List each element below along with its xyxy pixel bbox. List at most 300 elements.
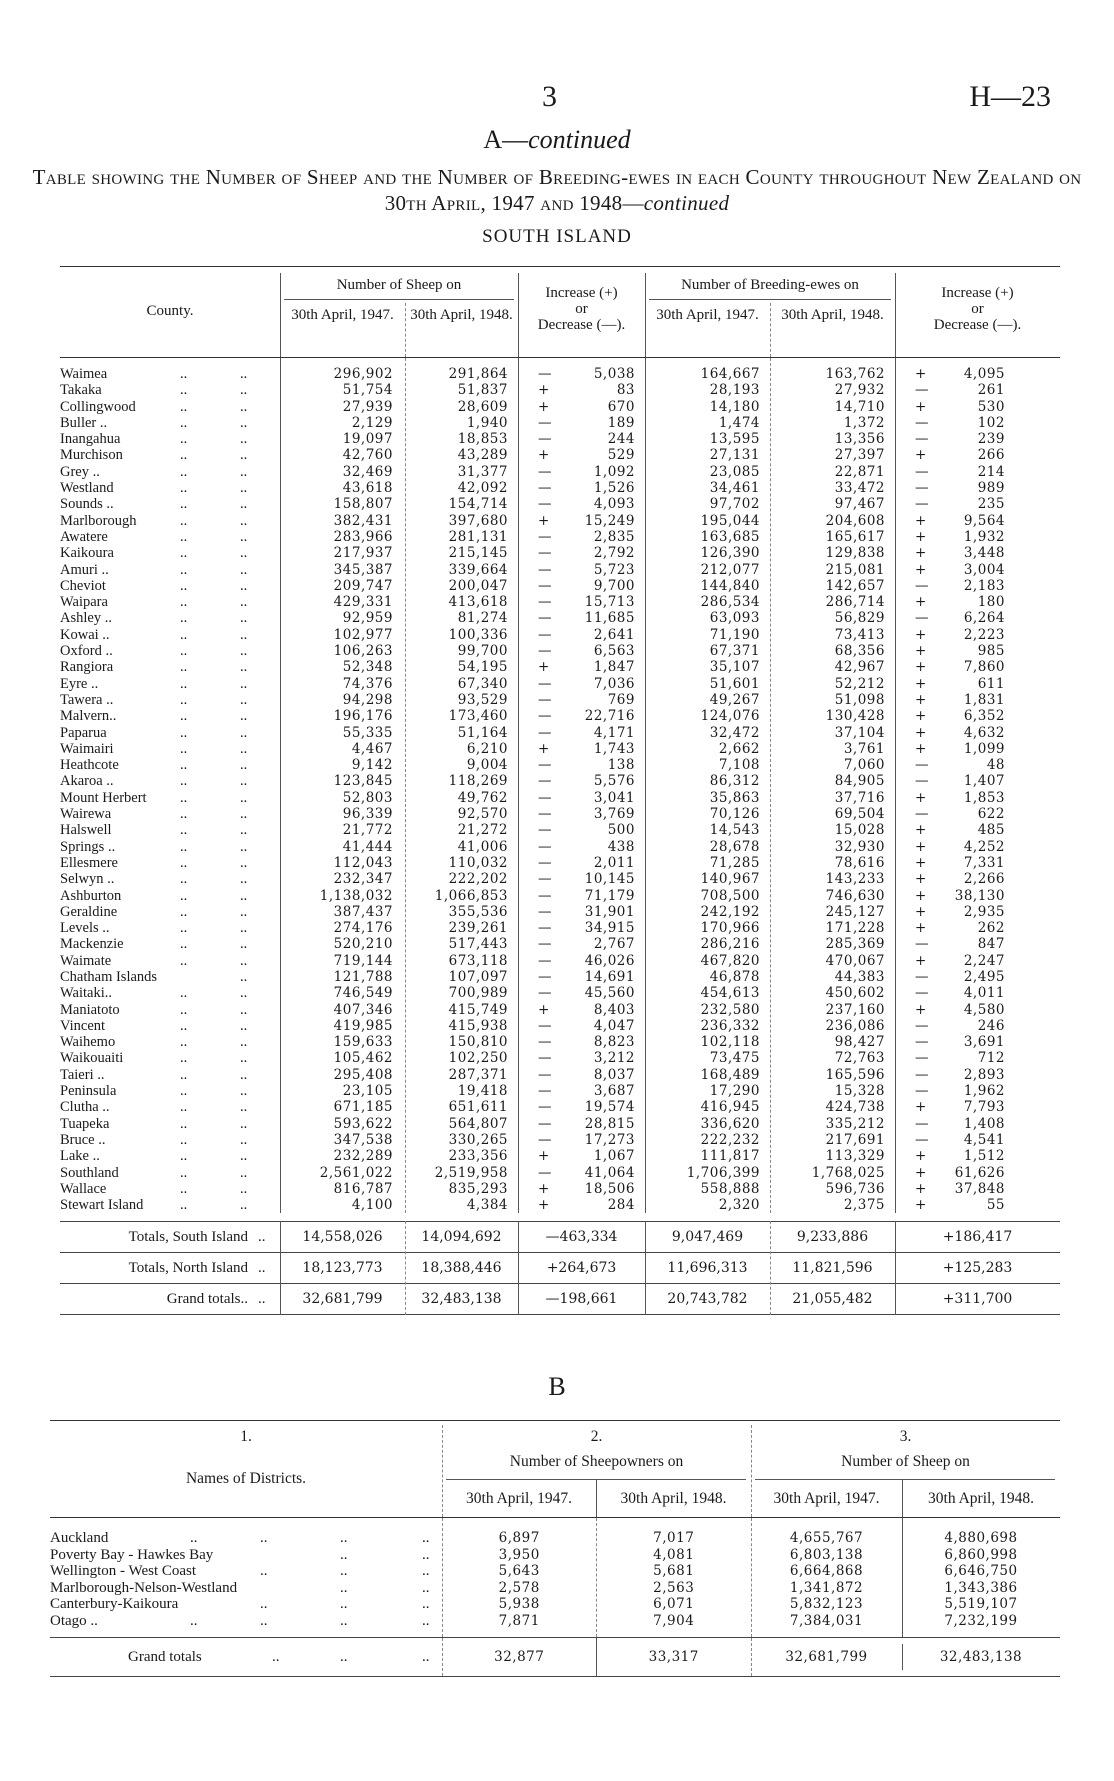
- county-name: Peninsula: [60, 1083, 117, 1100]
- leader-dots: ..: [180, 545, 188, 562]
- sheep-change: [518, 627, 645, 643]
- leader-dots: ..: [240, 903, 248, 920]
- sheep-1947: 96,339: [342, 806, 393, 823]
- ewes-change-value: 1,099: [963, 740, 1005, 757]
- sheep-change-sign: +: [538, 512, 550, 529]
- ewes-1948: 335,212: [825, 1115, 885, 1132]
- ewes-1948: 52,212: [834, 675, 885, 692]
- county-name: Grey ..: [60, 463, 100, 480]
- table-row: [60, 480, 1060, 496]
- sheep-1948: 291,864: [448, 366, 508, 382]
- sheep-change: [518, 1181, 645, 1197]
- ewes-change-sign: +: [915, 871, 927, 888]
- ewes-change: [895, 1067, 1060, 1083]
- county-name: Waipara: [60, 594, 108, 611]
- leader-dots: ..: [180, 626, 188, 643]
- ewes-change: [895, 1165, 1060, 1181]
- sheep-1948: 287,371: [448, 1066, 508, 1083]
- sheep-change: [518, 676, 645, 692]
- leader-dots: ..: [258, 1260, 266, 1277]
- county-cell: [60, 1067, 280, 1083]
- county-cell: [60, 692, 280, 708]
- sheep-1948: 215,145: [448, 545, 508, 562]
- sheep-change-sign: —: [538, 675, 552, 692]
- ewes-change-value: 61,626: [954, 1164, 1005, 1181]
- leader-dots: ..: [180, 512, 188, 529]
- ewes-change-sign: —: [915, 480, 929, 497]
- leader-dots: ..: [180, 659, 188, 676]
- sheep-change-sign: +: [538, 1197, 550, 1214]
- sheep-change: [518, 431, 645, 447]
- county-cell: [60, 610, 280, 626]
- district-name: Poverty Bay - Hawkes Bay: [50, 1546, 214, 1563]
- section-title-a: [0, 125, 1114, 155]
- ewes-change-sign: +: [915, 1164, 927, 1181]
- sheep-1948: 339,664: [448, 561, 508, 578]
- ewes-change: [895, 790, 1060, 806]
- ewes-change-sign: +: [915, 724, 927, 741]
- sheep-1948: 281,131: [448, 528, 508, 545]
- sheep-1947: 1,138,032: [319, 887, 393, 904]
- leader-dots: ..: [422, 1649, 430, 1665]
- sheep-change-sign: —: [538, 1083, 552, 1100]
- ewes-change: [895, 1083, 1060, 1099]
- county-cell: [60, 920, 280, 936]
- table-a-header: [60, 267, 1060, 358]
- table-row: [60, 1165, 1060, 1181]
- ewes-change: [895, 1099, 1060, 1115]
- ewes-change-sign: +: [915, 659, 927, 676]
- table-row: [60, 985, 1060, 1001]
- ewes-1948: 27,932: [834, 382, 885, 399]
- ewes-change-sign: +: [915, 675, 927, 692]
- ewes-change-sign: —: [915, 1083, 929, 1100]
- county-name: Mount Herbert: [60, 789, 147, 806]
- leader-dots: ..: [180, 757, 188, 774]
- county-cell: [60, 1083, 280, 1099]
- ewes-1948: 215,081: [825, 561, 885, 578]
- county-name: Cheviot: [60, 577, 106, 594]
- districts-table: [50, 1420, 1060, 1677]
- header-county: County.: [146, 303, 194, 319]
- leader-dots: ..: [180, 691, 188, 708]
- ewes-1948: 7,060: [843, 757, 885, 774]
- district-name: Otago ..: [50, 1612, 98, 1629]
- ewes-change-value: 37,848: [954, 1180, 1005, 1197]
- ewes-change-value: 9,564: [963, 512, 1005, 529]
- ewes-change-value: 3,448: [963, 545, 1005, 562]
- ewes-change: [895, 757, 1060, 773]
- sheep-change-sign: +: [538, 1148, 550, 1165]
- ewes-change-value: 2,223: [963, 626, 1005, 643]
- totals-label: Grand totals..: [166, 1291, 248, 1308]
- owners-1947: 5,643: [498, 1563, 540, 1579]
- sheep-change-sign: —: [538, 936, 552, 953]
- county-name: Kaikoura: [60, 545, 114, 562]
- ewes-change-value: 989: [977, 480, 1005, 497]
- ewes-1947: 35,863: [709, 789, 760, 806]
- ewes-change-value: 7,331: [963, 854, 1005, 871]
- table-row: [60, 725, 1060, 741]
- sheep-change-value: 15,249: [584, 512, 635, 529]
- sheep-1947: 232,289: [333, 1148, 393, 1165]
- header-sheep-1947: 30th April, 1947.: [291, 307, 394, 323]
- sheep-1947: 52,348: [342, 659, 393, 676]
- leader-dots: ..: [240, 838, 248, 855]
- ewes-1947: 454,613: [700, 985, 760, 1002]
- leader-dots: ..: [180, 528, 188, 545]
- ewes-1948: 1,372: [843, 414, 885, 431]
- county-cell: [60, 447, 280, 463]
- table-row: [60, 1002, 1060, 1018]
- ewes-change: [895, 643, 1060, 659]
- ewes-1948: 142,657: [825, 577, 885, 594]
- header-col2-number: 2.: [590, 1428, 603, 1445]
- ewes-change-sign: —: [915, 1066, 929, 1083]
- leader-dots: ..: [240, 1050, 248, 1067]
- ewes-1948: 27,397: [834, 447, 885, 464]
- table-row: [60, 1083, 1060, 1099]
- ewes-1947: 2,320: [718, 1197, 760, 1214]
- district-cell: [50, 1613, 442, 1630]
- sheep-change: [518, 757, 645, 773]
- sheep-change: [518, 1165, 645, 1181]
- ewes-change: [895, 1050, 1060, 1066]
- county-name: Awatere: [60, 528, 108, 545]
- sheep-1948: 5,519,107: [944, 1596, 1018, 1612]
- leader-dots: ..: [180, 594, 188, 611]
- ewes-change-sign: +: [915, 887, 927, 904]
- ewes-1947: 73,475: [709, 1050, 760, 1067]
- ewes-1947: 286,534: [700, 594, 760, 611]
- total-sheep-1948: 32,483,138: [939, 1649, 1023, 1665]
- sheep-1947: 23,105: [342, 1083, 393, 1100]
- sheep-1948: 2,519,958: [434, 1164, 508, 1181]
- ewes-change-sign: +: [915, 708, 927, 725]
- ewes-change: [895, 888, 1060, 904]
- sheep-1948: 173,460: [448, 708, 508, 725]
- sheep-change: [518, 594, 645, 610]
- total-ewes-1948: 21,055,482: [792, 1291, 873, 1308]
- header-sheep-1948: 30th April, 1948.: [410, 307, 513, 323]
- ewes-change: [895, 545, 1060, 561]
- sheep-change: [518, 1083, 645, 1099]
- ewes-change: [895, 431, 1060, 447]
- sheep-1948: 18,853: [457, 431, 508, 448]
- table-row: [60, 496, 1060, 512]
- county-cell: [60, 985, 280, 1001]
- ewes-1947: 28,678: [709, 838, 760, 855]
- leader-dots: ..: [240, 708, 248, 725]
- leader-dots: ..: [180, 1034, 188, 1051]
- total-ewes-1947: 9,047,469: [671, 1229, 744, 1246]
- ewes-change: [895, 1132, 1060, 1148]
- sheep-1947: 123,845: [333, 773, 393, 790]
- ewes-change-value: 7,860: [963, 659, 1005, 676]
- sheep-1947: 92,959: [342, 610, 393, 627]
- ewes-change-value: 4,095: [963, 366, 1005, 382]
- leader-dots: ..: [240, 414, 248, 431]
- sheep-change-value: 438: [607, 838, 635, 855]
- total-ewes-change: +186,417: [942, 1229, 1013, 1246]
- sheep-1948: 4,384: [466, 1197, 508, 1214]
- county-cell: [60, 382, 280, 398]
- sheep-1947: 6,803,138: [789, 1546, 864, 1563]
- leader-dots: ..: [240, 610, 248, 627]
- total-sheep-change: —463,334: [545, 1229, 618, 1246]
- ewes-1947: 63,093: [709, 610, 760, 627]
- total-owners-1947: 32,877: [494, 1649, 545, 1665]
- ewes-change: [895, 676, 1060, 692]
- sheep-change-value: 769: [607, 691, 635, 708]
- sheep-change-sign: —: [538, 1066, 552, 1083]
- ewes-1947: 23,085: [709, 463, 760, 480]
- ewes-1947: 32,472: [709, 724, 760, 741]
- county-cell: [60, 773, 280, 789]
- total-ewes-1948: 11,821,596: [792, 1260, 873, 1277]
- county-cell: [60, 1050, 280, 1066]
- sheep-change-value: 2,011: [593, 854, 635, 871]
- table-row: [60, 610, 1060, 626]
- sheep-1948: 415,938: [448, 1017, 508, 1034]
- county-name: Waimairi: [60, 740, 114, 757]
- ewes-1948: 113,329: [825, 1148, 885, 1165]
- ewes-1948: 163,762: [825, 366, 885, 382]
- sheep-1947: 9,142: [351, 757, 393, 774]
- ewes-change-sign: —: [915, 496, 929, 513]
- total-ewes-1947: 20,743,782: [667, 1291, 748, 1308]
- sheep-1947: 2,561,022: [319, 1164, 393, 1181]
- owners-1948: 5,681: [653, 1563, 695, 1579]
- sheep-1948: 31,377: [457, 463, 508, 480]
- leader-dots: ..: [180, 382, 188, 399]
- county-name: Halswell: [60, 822, 112, 839]
- table-row: [60, 888, 1060, 904]
- leader-dots: ..: [240, 1180, 248, 1197]
- sheep-change: [518, 659, 645, 675]
- sheep-change-value: 2,835: [593, 528, 635, 545]
- leader-dots: ..: [240, 822, 248, 839]
- sheep-change-value: 2,767: [593, 936, 635, 953]
- ewes-change-sign: +: [915, 643, 927, 660]
- table-row: [60, 806, 1060, 822]
- header-owners-group: Number of Sheepowners on: [509, 1453, 684, 1470]
- leader-dots: ..: [180, 1148, 188, 1165]
- sheep-1948: 51,837: [457, 382, 508, 399]
- sheep-1948: 222,202: [448, 871, 508, 888]
- county-cell: [60, 806, 280, 822]
- sheep-change: [518, 871, 645, 887]
- ewes-change-sign: —: [915, 1115, 929, 1132]
- ewes-change-value: 485: [977, 822, 1005, 839]
- ewes-change-sign: —: [915, 985, 929, 1002]
- sheep-change-value: 3,687: [593, 1083, 635, 1100]
- sheep-1948: 7,232,199: [944, 1612, 1018, 1629]
- ewes-1947: 170,966: [700, 920, 760, 937]
- sheep-change-sign: —: [538, 626, 552, 643]
- sheep-change-value: 2,792: [593, 545, 635, 562]
- ewes-change: [895, 529, 1060, 545]
- header-owners-1947: 30th April, 1947.: [466, 1490, 572, 1507]
- ewes-change-value: 2,247: [963, 952, 1005, 969]
- leader-dots: ..: [260, 1596, 268, 1612]
- ewes-change-value: 4,541: [963, 1131, 1005, 1148]
- sheep-1947: 112,043: [333, 854, 393, 871]
- ewes-1947: 67,371: [709, 643, 760, 660]
- leader-dots: ..: [180, 610, 188, 627]
- table-row: [50, 1613, 1060, 1630]
- table-row: [60, 594, 1060, 610]
- sheep-change-sign: —: [538, 724, 552, 741]
- sheep-1947: 4,655,767: [789, 1530, 864, 1546]
- sheep-change-sign: +: [538, 659, 550, 676]
- sheep-1947: 2,129: [351, 414, 393, 431]
- ewes-change-value: 847: [977, 936, 1005, 953]
- sheep-1947: 232,347: [333, 871, 393, 888]
- leader-dots: ..: [240, 1148, 248, 1165]
- sheep-change-sign: —: [538, 920, 552, 937]
- ewes-1948: 44,383: [834, 968, 885, 985]
- ewes-change-value: 622: [977, 806, 1005, 823]
- ewes-change: [895, 578, 1060, 594]
- county-cell: [60, 1132, 280, 1148]
- leader-dots: ..: [180, 806, 188, 823]
- table-a-totals: [60, 1221, 1060, 1315]
- ewes-1947: 70,126: [709, 806, 760, 823]
- ewes-change-value: 530: [977, 398, 1005, 415]
- table-row: [50, 1547, 1060, 1564]
- sheep-change-value: 5,576: [593, 773, 635, 790]
- total-sheep-1948: 18,388,446: [421, 1260, 502, 1277]
- table-row: [60, 447, 1060, 463]
- sheep-1947: 296,902: [333, 366, 393, 382]
- ewes-change-sign: +: [915, 561, 927, 578]
- ewes-change-sign: —: [915, 1131, 929, 1148]
- leader-dots: ..: [240, 740, 248, 757]
- ewes-1948: 68,356: [834, 643, 885, 660]
- district-cell: [50, 1596, 442, 1613]
- sheep-change-sign: —: [538, 1099, 552, 1116]
- leader-dots: ..: [180, 952, 188, 969]
- sheep-1948: 200,047: [448, 577, 508, 594]
- sheep-1948: 415,749: [448, 1001, 508, 1018]
- sheep-1947: 1,341,872: [789, 1579, 864, 1596]
- sheep-1948: 413,618: [448, 594, 508, 611]
- leader-dots: ..: [240, 577, 248, 594]
- sheep-change-value: 529: [607, 447, 635, 464]
- ewes-change: [895, 692, 1060, 708]
- sheep-change-sign: —: [538, 463, 552, 480]
- totals-label: Totals, South Island: [128, 1229, 248, 1246]
- sheep-change-value: 1,743: [593, 740, 635, 757]
- sheep-1947: 520,210: [333, 936, 393, 953]
- sheep-change: [518, 855, 645, 871]
- county-name: Clutha ..: [60, 1099, 110, 1116]
- table-row: [60, 1050, 1060, 1066]
- ewes-1947: 212,077: [700, 561, 760, 578]
- table-title-continued: continued: [643, 191, 730, 215]
- table-row: [60, 1116, 1060, 1132]
- sheep-change-sign: —: [538, 1164, 552, 1181]
- county-cell: [60, 578, 280, 594]
- ewes-1948: 204,608: [825, 512, 885, 529]
- table-row: [60, 1132, 1060, 1148]
- leader-dots: ..: [258, 1291, 266, 1308]
- county-name: Selwyn ..: [60, 871, 115, 888]
- ewes-change-sign: +: [915, 1099, 927, 1116]
- sheep-change-value: 14,691: [584, 968, 635, 985]
- county-name: Ashley ..: [60, 610, 112, 627]
- table-row: [60, 545, 1060, 561]
- header-sheep-b-1947: 30th April, 1947.: [773, 1490, 880, 1507]
- table-row: [60, 464, 1060, 480]
- ewes-change-sign: +: [915, 528, 927, 545]
- ewes-change: [895, 610, 1060, 626]
- table-row: [60, 1181, 1060, 1197]
- ewes-1947: 336,620: [700, 1115, 760, 1132]
- sheep-change-sign: —: [538, 887, 552, 904]
- leader-dots: ..: [180, 480, 188, 497]
- sheep-change-value: 71,179: [584, 887, 635, 904]
- sheep-change-value: 1,526: [593, 480, 635, 497]
- leader-dots: ..: [180, 414, 188, 431]
- sheep-change-value: 4,171: [593, 724, 635, 741]
- header-change-line1: Increase (+): [545, 285, 618, 301]
- county-name: Vincent: [60, 1017, 106, 1034]
- county-name: Waihemo: [60, 1034, 116, 1051]
- table-row: [60, 741, 1060, 757]
- sheep-1948: 67,340: [457, 675, 508, 692]
- leader-dots: ..: [180, 822, 188, 839]
- total-sheep-change: +264,673: [546, 1260, 617, 1277]
- table-row: [60, 953, 1060, 969]
- ewes-1948: 37,104: [834, 724, 885, 741]
- sheep-change-sign: —: [538, 789, 552, 806]
- county-cell: [60, 496, 280, 512]
- ewes-1947: 708,500: [700, 887, 760, 904]
- sheep-1947: 671,185: [333, 1099, 393, 1116]
- ewes-1948: 56,829: [834, 610, 885, 627]
- leader-dots: ..: [180, 463, 188, 480]
- ewes-change: [895, 822, 1060, 838]
- ewes-1948: 236,086: [825, 1017, 885, 1034]
- sheep-change-value: 17,273: [584, 1131, 635, 1148]
- sheep-1948: 92,570: [457, 806, 508, 823]
- ewes-change: [895, 936, 1060, 952]
- sheep-1947: 217,937: [333, 545, 393, 562]
- county-cell: [60, 431, 280, 447]
- county-cell: [60, 594, 280, 610]
- county-cell: [60, 513, 280, 529]
- table-row: [60, 366, 1060, 382]
- total-sheep-change: —198,661: [545, 1291, 618, 1308]
- leader-dots: ..: [240, 480, 248, 497]
- sheep-change-value: 7,036: [593, 675, 635, 692]
- sheep-change-sign: —: [538, 643, 552, 660]
- ewes-change-value: 2,183: [963, 577, 1005, 594]
- ewes-1947: 49,267: [709, 691, 760, 708]
- sheep-change-value: 28,815: [584, 1115, 635, 1132]
- county-name: Geraldine: [60, 903, 118, 920]
- sheep-change-value: 9,700: [593, 577, 635, 594]
- total-sheep-1947: 32,681,799: [785, 1649, 868, 1665]
- sheep-1947: 102,977: [333, 626, 393, 643]
- sheep-1947: 816,787: [333, 1180, 393, 1197]
- ewes-change-value: 4,580: [963, 1001, 1005, 1018]
- ewes-change: [895, 659, 1060, 675]
- ewes-1948: 143,233: [825, 871, 885, 888]
- island-heading: SOUTH ISLAND: [482, 226, 632, 247]
